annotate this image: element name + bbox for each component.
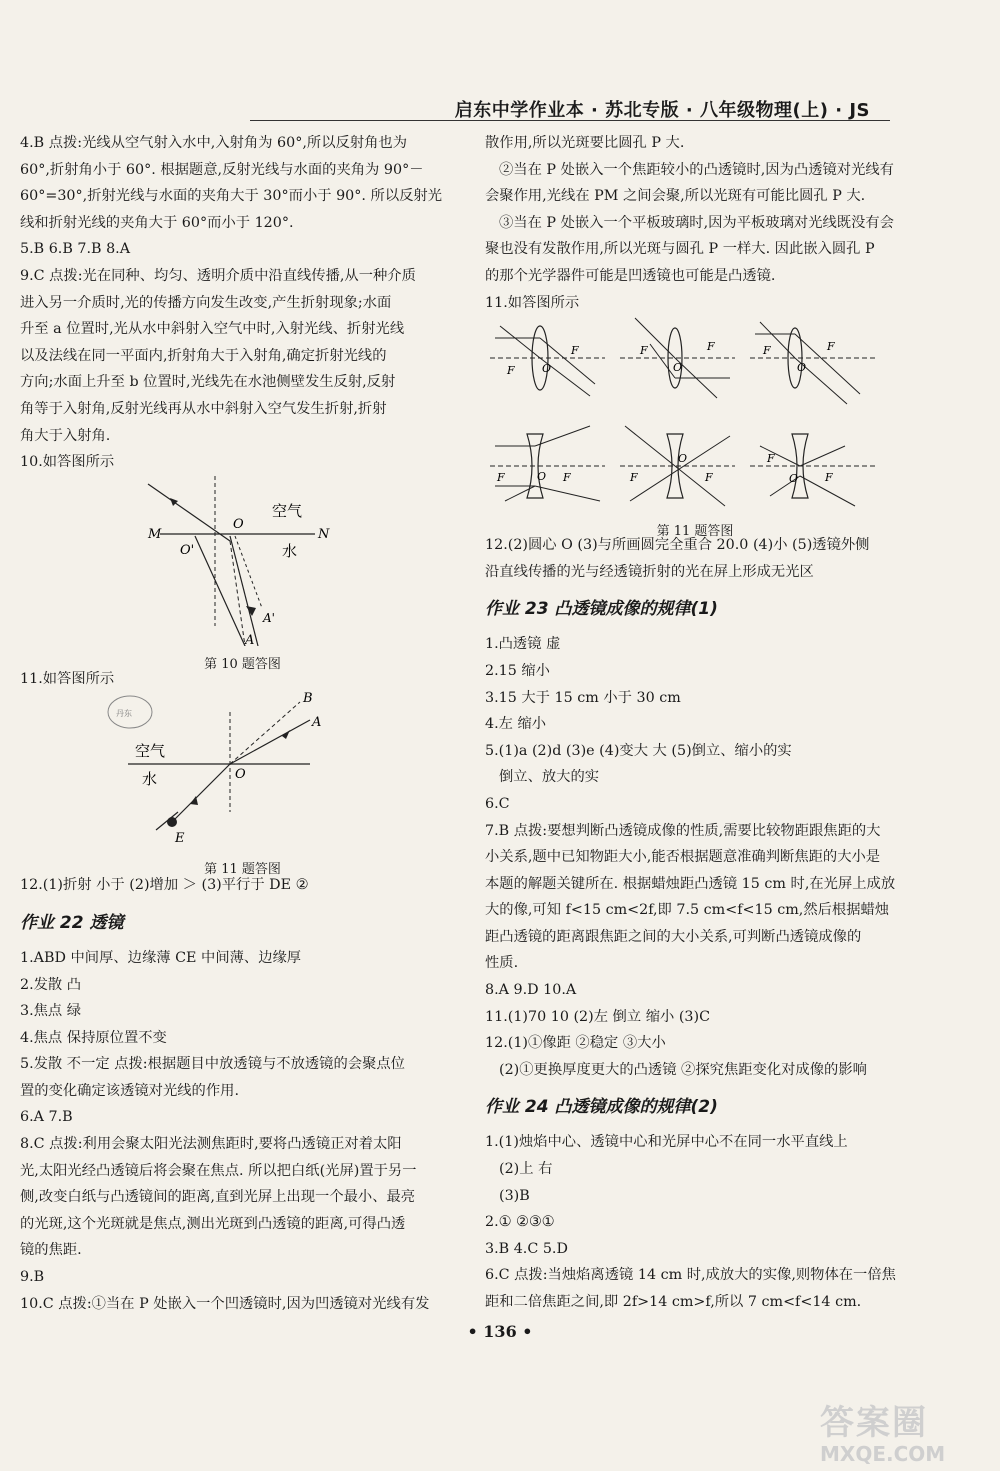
- figure-11-right-caption: 第 11 题答图: [656, 523, 734, 539]
- text-line: 6.C: [485, 795, 510, 812]
- section-title-22: 作业 22 透镜: [20, 912, 124, 933]
- text-line: 12.(2)圆心 O (3)与所画圆完全重合 20.0 (4)小 (5)透镜外侧: [485, 537, 870, 554]
- label-water: 水: [282, 541, 298, 560]
- text-line: 2.发散 凸: [20, 976, 82, 993]
- label-A-prime: A': [263, 610, 275, 625]
- text-line: 11.如答图所示: [485, 294, 580, 311]
- convex-lens-diagram-3: [750, 322, 875, 404]
- text-line: 聚也没有发散作用,所以光斑与圆孔 P 一样大. 因此嵌入圆孔 P: [485, 241, 875, 258]
- figure-11-right: [485, 316, 905, 539]
- label-F: F: [497, 471, 505, 485]
- text-line: 5.(1)a (2)d (3)e (4)变大 大 (5)倒立、缩小的实: [485, 742, 792, 759]
- text-line: 8.A 9.D 10.A: [485, 982, 577, 999]
- text-line: 置的变化确定该透镜对光线的作用.: [20, 1082, 239, 1099]
- left-column: [20, 130, 465, 1317]
- convex-lens-diagram-1: [490, 326, 605, 396]
- label-A: A: [312, 715, 322, 731]
- text-line: 8.C 点拨:利用会聚太阳光法测焦距时,要将凸透镜正对着太阳: [20, 1136, 402, 1153]
- text-line: 会聚作用,光线在 PM 之间会聚,所以光斑有可能比圆孔 P 大.: [485, 188, 866, 205]
- text-line: 的那个光学器件可能是凹透镜也可能是凸透镜.: [485, 267, 776, 284]
- label-E: E: [175, 831, 185, 847]
- label-O: O: [678, 452, 688, 466]
- text-line: 倒立、放大的实: [499, 769, 600, 786]
- text-line: 4.B 点拨:光线从空气射入水中,入射角为 60°,所以反射角也为: [20, 135, 408, 151]
- figure-10: [20, 476, 465, 673]
- label-F: F: [571, 344, 579, 358]
- text-line: 2.15 缩小: [485, 662, 550, 679]
- convex-lens-diagram-2: [620, 318, 735, 398]
- label-F: F: [630, 471, 638, 485]
- left-text-block-a: [20, 130, 465, 476]
- label-O: O: [797, 361, 807, 375]
- label-O: O: [673, 361, 683, 375]
- text-line: 角等于入射角,反射光线再从水中斜射入空气发生折射,折射: [20, 400, 387, 417]
- label-O: O: [233, 516, 244, 532]
- text-line: 10.C 点拨:①当在 P 处嵌入一个凹透镜时,因为凹透镜对光线有发: [20, 1295, 430, 1312]
- text-line: 线和折射光线的夹角大于 60°而小于 120°.: [20, 214, 294, 231]
- label-F: F: [507, 364, 515, 378]
- text-line: 距凸透镜的距离跟焦距之间的大小关系,可判断凸透镜成像的: [485, 928, 862, 945]
- right-text-block-d: [485, 1129, 905, 1315]
- page-number: • 136 •: [467, 1322, 533, 1341]
- label-O: O: [235, 767, 246, 783]
- text-line: ②当在 P 处嵌入一个焦距较小的凸透镜时,因为凸透镜对光线有: [499, 161, 894, 178]
- label-water: 水: [142, 770, 158, 789]
- text-line: 12.(1)折射 小于 (2)增加 ＞ (3)平行于 DE ②: [20, 877, 309, 894]
- label-F: F: [640, 344, 648, 358]
- text-line: 3.焦点 绿: [20, 1003, 82, 1020]
- lens-diagrams: [485, 316, 905, 512]
- text-line: 6.C 点拨:当烛焰离透镜 14 cm 时,成放大的实像,则物体在一倍焦: [485, 1267, 896, 1284]
- text-line: 3.15 大于 15 cm 小于 30 cm: [485, 689, 681, 706]
- text-line: 2.① ②③①: [485, 1214, 555, 1231]
- text-line: 镜的焦距.: [20, 1242, 82, 1259]
- label-air: 空气: [272, 501, 303, 520]
- text-line: 12.(1)①像距 ②稳定 ③大小: [485, 1035, 666, 1052]
- label-F: F: [763, 344, 771, 358]
- text-line: 升至 a 位置时,光从水中斜射入空气中时,入射光线、折射光线: [20, 321, 405, 338]
- label-F: F: [707, 340, 715, 354]
- text-line: 光,太阳光经凸透镜后将会聚在焦点. 所以把白纸(光屏)置于另一: [20, 1162, 417, 1179]
- text-line: 5.B 6.B 7.B 8.A: [20, 241, 131, 258]
- label-A: A: [245, 632, 255, 646]
- label-O: O: [542, 362, 552, 376]
- right-column: [485, 130, 905, 1316]
- section-title-24: 作业 24 凸透镜成像的规律(2): [485, 1097, 718, 1118]
- concave-lens-diagram-2: [620, 426, 735, 506]
- text-line: 以及法线在同一平面内,折射角大于入射角,确定折射光线的: [20, 347, 387, 364]
- section-title-23: 作业 23 凸透镜成像的规律(1): [485, 599, 718, 620]
- figure-11-left: [20, 692, 465, 877]
- figure-10-diagram: [20, 476, 465, 646]
- label-F: F: [827, 340, 835, 354]
- text-line: 6.A 7.B: [20, 1109, 73, 1126]
- label-M: M: [148, 526, 162, 542]
- figure-11-caption: 第 11 题答图: [204, 861, 281, 877]
- watermark-line-1: 答案圈: [820, 1403, 928, 1443]
- text-line: 9.B: [20, 1269, 45, 1286]
- watermark-logo: [820, 1395, 990, 1465]
- text-line: 大的像,可知 f<15 cm<2f,即 7.5 cm<f<15 cm,然后根据蜡烛: [485, 902, 890, 919]
- text-line: 10.如答图所示: [20, 454, 115, 471]
- header-rule: [250, 120, 890, 121]
- text-line: 1.ABD 中间厚、边缘薄 CE 中间薄、边缘厚: [20, 949, 302, 966]
- label-O-prime: O': [180, 542, 195, 558]
- text-line: 侧,改变白纸与凸透镜间的距离,直到光屏上出现一个最小、最亮: [20, 1189, 416, 1206]
- page-header: [250, 92, 890, 122]
- header-title: 启东中学作业本 · 苏北专版 · 八年级物理(上) · JS: [454, 100, 870, 121]
- stamp-text: 丹东: [116, 709, 132, 719]
- label-F: F: [705, 471, 713, 485]
- label-air: 空气: [135, 742, 166, 761]
- figure-11-diagram: [20, 692, 465, 850]
- label-F: F: [825, 471, 833, 485]
- text-line: 小关系,题中已知物距大小,能否根据题意准确判断焦距的大小是: [485, 849, 881, 866]
- watermark-line-2: MXQE.COM: [820, 1442, 946, 1466]
- text-line: 性质.: [485, 955, 519, 972]
- text-line: (2)上 右: [499, 1161, 553, 1178]
- text-line: 11.如答图所示: [20, 670, 115, 687]
- label-B: B: [303, 692, 313, 707]
- text-line: 5.发散 不一定 点拨:根据题目中放透镜与不放透镜的会聚点位: [20, 1056, 405, 1073]
- right-text-block-a: [485, 130, 905, 316]
- left-text-block-b: [20, 945, 465, 1317]
- text-line: 的光斑,这个光斑就是焦点,测出光斑到凸透镜的距离,可得凸透: [20, 1215, 406, 1232]
- text-line: 角大于入射角.: [20, 427, 111, 444]
- text-line: (3)B: [499, 1187, 530, 1204]
- text-line: 散作用,所以光斑要比圆孔 P 大.: [485, 135, 685, 151]
- text-line: ③当在 P 处嵌入一个平板玻璃时,因为平板玻璃对光线既没有会: [499, 214, 894, 231]
- text-line: 4.左 缩小: [485, 716, 547, 733]
- text-line: 沿直线传播的光与经透镜折射的光在屏上形成无光区: [485, 563, 814, 580]
- label-F: F: [563, 471, 571, 485]
- text-line: (2)①更换厚度更大的凸透镜 ②探究焦距变化对成像的影响: [499, 1061, 867, 1078]
- text-line: 3.B 4.C 5.D: [485, 1240, 568, 1257]
- text-line: 1.凸透镜 虚: [485, 636, 561, 653]
- label-O: O: [537, 470, 547, 484]
- text-line: 1.(1)烛焰中心、透镜中心和光屏中心不在同一水平直线上: [485, 1134, 848, 1151]
- label-F: F: [767, 452, 775, 466]
- right-text-block-c: [485, 631, 905, 1083]
- figure-10-caption: 第 10 题答图: [204, 657, 281, 673]
- text-line: 11.(1)70 10 (2)左 倒立 缩小 (3)C: [485, 1008, 711, 1025]
- text-line: 进入另一介质时,光的传播方向发生改变,产生折射现象;水面: [20, 294, 392, 311]
- text-line: 7.B 点拨:要想判断凸透镜成像的性质,需要比较物距跟焦距的大: [485, 822, 881, 839]
- text-line: 方向;水面上升至 b 位置时,光线先在水池侧壁发生反射,反射: [20, 374, 396, 391]
- label-O: O: [789, 472, 799, 486]
- text-line: 9.C 点拨:光在同种、均匀、透明介质中沿直线传播,从一种介质: [20, 267, 416, 284]
- concave-lens-diagram-3: [750, 434, 875, 506]
- concave-lens-diagram-1: [490, 426, 605, 501]
- text-line: 60°,折射角小于 60°. 根据题意,反射光线与水面的夹角为 90°－: [20, 161, 424, 178]
- text-line: 60°=30°,折射光线与水面的夹角大于 30°而小于 90°. 所以反射光: [20, 188, 443, 205]
- label-N: N: [318, 526, 330, 542]
- text-line: 本题的解题关键所在. 根据蜡烛距凸透镜 15 cm 时,在光屏上成放: [485, 875, 896, 892]
- text-line: 4.焦点 保持原位置不变: [20, 1029, 167, 1046]
- text-line: 距和二倍焦距之间,即 2f>14 cm>f,所以 7 cm<f<14 cm.: [485, 1294, 862, 1310]
